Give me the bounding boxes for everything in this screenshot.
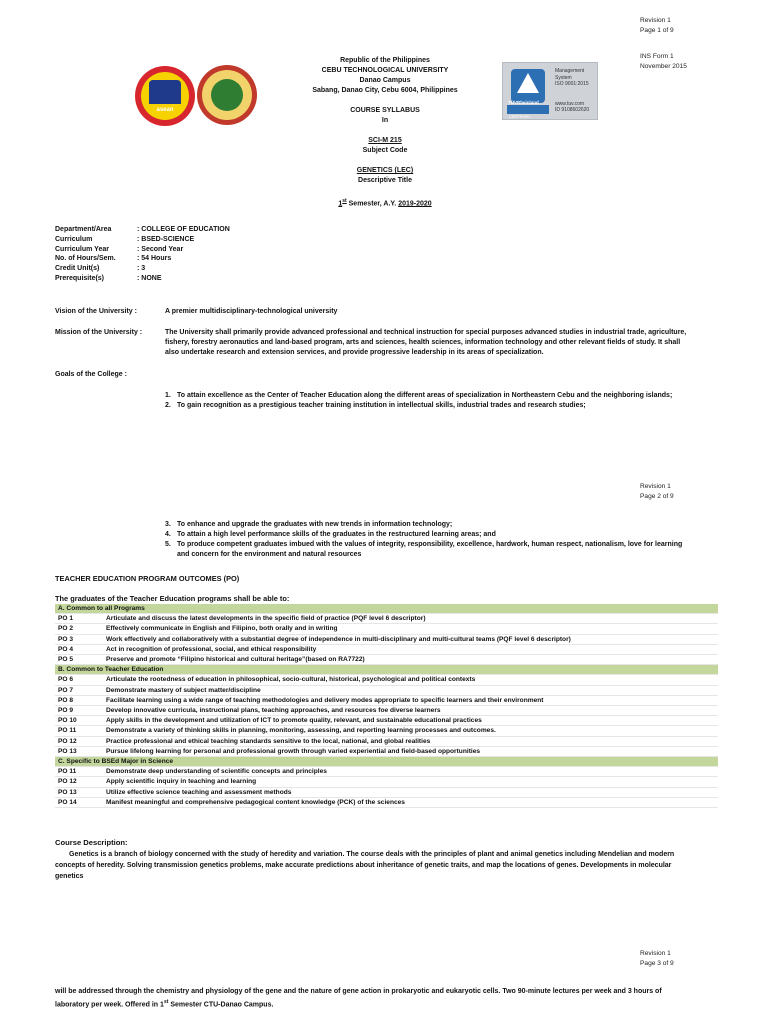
po-text: Effectively communicate in English and Filipino, both orally and in writing (103, 624, 718, 634)
po-row (55, 675, 718, 685)
document-header (250, 56, 520, 209)
republic-line: Republic of the Philippines (340, 57, 430, 64)
po-text: Preserve and promote “Filipino historical and cultural heritage”(based on RA7722) (103, 655, 718, 665)
info-row-curriculum: Curriculum : BSED-SCIENCE (55, 235, 195, 243)
info-row-hours: No. of Hours/Sem. : 54 Hours (55, 255, 172, 263)
po-code: PO 13 (55, 746, 103, 756)
form-name: INS Form 1 (640, 53, 674, 60)
info-row-department: Department/Area : COLLEGE OF EDUCATION (55, 226, 230, 233)
goals-list-page-1 (165, 391, 687, 411)
po-code: PO 3 (55, 634, 103, 644)
po-text: Manifest meaningful and comprehensive pedagogical content knowledge (PCK) of the sciences (103, 797, 718, 807)
po-text: Articulate the rootedness of education in philosophical, socio-cultural, historical, psychological and political contexts (103, 675, 718, 685)
goals-section (55, 370, 165, 380)
vision-label: Vision of the University : (55, 308, 137, 315)
po-row (55, 614, 718, 624)
goal-item: 3. To enhance and upgrade the graduates with new trends in information technology; (165, 521, 453, 528)
seal-center-icon (211, 79, 243, 111)
revision-label: Revision 1 (640, 17, 671, 24)
page-number: Page 1 of 9 (640, 27, 674, 34)
po-text: Practice professional and ethical teaching standards sensitive to the local, national, and global realities (103, 736, 718, 746)
po-row (55, 634, 718, 644)
po-code: PO 4 (55, 644, 103, 654)
po-row (55, 787, 718, 797)
po-row (55, 767, 718, 777)
goals-list-page-2 (165, 520, 687, 560)
subject-code: SCI-M 215 (368, 137, 402, 144)
po-group-row (55, 604, 718, 614)
campus-name: Danao Campus (359, 77, 411, 84)
po-group-row (55, 665, 718, 675)
po-code: PO 11 (55, 767, 103, 777)
info-row-prerequisite: Prerequisite(s) : NONE (55, 274, 162, 282)
po-code: PO 11 (55, 726, 103, 736)
po-code: PO 13 (55, 787, 103, 797)
po-text: Demonstrate mastery of subject matter/discipline (103, 685, 718, 695)
syllabus-title: COURSE SYLLABUS (350, 107, 420, 114)
revision-label: Revision 1 (640, 483, 671, 490)
revision-label: Revision 1 (640, 950, 671, 957)
po-text: Apply skills in the development and utilization of ICT to promote quality, relevant, and sustainable educational practices (103, 716, 718, 726)
asean-logo (135, 66, 195, 126)
mission-label: Mission of the University : (55, 329, 143, 336)
goal-item: 2. To gain recognition as a prestigious teacher training institution in intellectual skills, industrial trades and research studies; (165, 402, 586, 409)
po-row (55, 716, 718, 726)
po-row (55, 695, 718, 705)
cert-certified: CERTIFIED (509, 114, 531, 119)
program-outcomes-table (55, 604, 718, 808)
po-row (55, 655, 718, 665)
po-code: PO 9 (55, 706, 103, 716)
po-text: Pursue lifelong learning for personal and professional growth through varied experiential and field-based opportunities (103, 746, 718, 756)
po-text: Apply scientific inquiry in teaching and learning (103, 777, 718, 787)
po-code: PO 5 (55, 655, 103, 665)
po-heading: TEACHER EDUCATION PROGRAM OUTCOMES (PO) (55, 574, 240, 583)
subject-code-label: Subject Code (362, 147, 408, 154)
po-text: Articulate and discuss the latest developments in the specific field of practice (PQF level 6 descriptor) (103, 614, 718, 624)
po-text: Demonstrate deep understanding of scientific concepts and principles (103, 767, 718, 777)
po-group-label: A. Common to all Programs (55, 604, 718, 614)
po-row (55, 777, 718, 787)
revision-block-page-2 (640, 482, 674, 502)
po-text: Demonstrate a variety of thinking skills in planning, monitoring, assessing, and reporting learning processes and outcomes. (103, 726, 718, 736)
cert-text: Management System ISO 9001:2015 www.tuv.com ID 9108602620 (555, 68, 590, 113)
course-info-table (55, 225, 230, 284)
descriptive-title: GENETICS (LEC) (356, 167, 414, 174)
vision-text: A premier multidisciplinary-technological university (165, 308, 338, 315)
po-code: PO 7 (55, 685, 103, 695)
descriptive-title-label: Descriptive Title (358, 177, 412, 184)
university-name: CEBU TECHNOLOGICAL UNIVERSITY (321, 67, 449, 74)
po-code: PO 12 (55, 777, 103, 787)
page-number: Page 3 of 9 (640, 960, 674, 967)
course-description-label: Course Description: (55, 838, 128, 847)
po-code: PO 1 (55, 614, 103, 624)
vision-section (55, 307, 695, 317)
mission-section (55, 328, 695, 358)
form-date: November 2015 (640, 63, 687, 70)
po-code: PO 2 (55, 624, 103, 634)
tuv-triangle-icon (517, 73, 539, 93)
po-group-row (55, 757, 718, 767)
goal-item: 5. To produce competent graduates imbued with the values of integrity, responsibility, excellence, hardwork, human respect, nationalism, love for learning and concern for the environment and natural resources (165, 541, 683, 558)
po-text: Work effectively and collaboratively with a substantial degree of independence in multi-disciplinary and multi-cultural teams (PQF level 6 descriptor) (103, 634, 718, 644)
goal-item: 4. To attain a high level performance skills of the graduates in the restructured learning areas; and (165, 531, 496, 538)
goal-item: 1. To attain excellence as the Center of Teacher Education along the different areas of specialization in Northeastern Cebu and the neighboring islands; (165, 392, 673, 399)
goals-label: Goals of the College : (55, 371, 127, 378)
po-text: Act in recognition of professional, social, and ethical responsibility (103, 644, 718, 654)
po-row (55, 685, 718, 695)
po-row (55, 736, 718, 746)
po-text: Develop innovative curricula, instructional plans, teaching approaches, and resources foe diverse learners (103, 706, 718, 716)
po-code: PO 10 (55, 716, 103, 726)
po-text: Utilize effective science teaching and assessment methods (103, 787, 718, 797)
po-code: PO 8 (55, 695, 103, 705)
revision-block-page-1 (640, 16, 674, 36)
po-row (55, 624, 718, 634)
po-code: PO 12 (55, 736, 103, 746)
po-code: PO 14 (55, 797, 103, 807)
po-group-label: B. Common to Teacher Education (55, 665, 718, 675)
syllabus-in: In (381, 117, 389, 124)
info-row-credit: Credit Unit(s) : 3 (55, 265, 146, 273)
po-row (55, 746, 718, 756)
po-intro: The graduates of the Teacher Education programs shall be able to: (55, 594, 290, 603)
revision-block-page-3 (640, 949, 674, 969)
university-seal (197, 65, 257, 125)
po-row (55, 706, 718, 716)
page-number: Page 2 of 9 (640, 493, 674, 500)
po-row (55, 644, 718, 654)
po-row (55, 726, 718, 736)
rice-stalks-icon (149, 80, 181, 104)
mission-text: The University shall primarily provide advanced professional and technical instruction for special purposes advanced studies in industrial trade, agriculture, fishery, forestry aeronautics and land-based program, arts and sciences, health sciences, information technology and other relevant fields of study. It shall also undertake research and extension services, and provide progressive leadership in its areas of specialization. (165, 329, 687, 356)
po-code: PO 6 (55, 675, 103, 685)
po-group-label: C. Specific to BSEd Major in Science (55, 757, 718, 767)
course-description-text: Genetics is a branch of biology concerned with the study of heredity and variation. The course deals with the principles of plant and animal genetics including Mendelian and modern concepts of heredity. Solving transmission genetics problems, make accurate predictions about inheritance of genetic traits, and map the locations of genes. Developments in molecular genetics (55, 851, 675, 880)
info-row-curriculum-year: Curriculum Year : Second Year (55, 245, 184, 253)
po-text: Facilitate learning using a wide range of teaching methodologies and delivery modes appropriate to specific learners and their environment (103, 695, 718, 705)
po-table-body (55, 604, 718, 808)
tuv-brand: TÜVRheinland (508, 100, 539, 105)
campus-address: Sabang, Danao City, Cebu 6004, Philippines (312, 87, 458, 94)
form-info (640, 52, 687, 72)
course-description-continued: will be addressed through the chemistry and physiology of the gene and the nature of gene action in prokaryotic and eukaryotic cells. Two 90-minute lectures per week and 3 hours of laboratory per week. Offered in 1st Semester CTU-Danao Campus. (55, 988, 662, 1009)
po-row (55, 797, 718, 807)
asean-wordmark: asean (156, 107, 174, 113)
semester-line: 1st Semester, A.Y. 2019-2020 (338, 198, 432, 208)
